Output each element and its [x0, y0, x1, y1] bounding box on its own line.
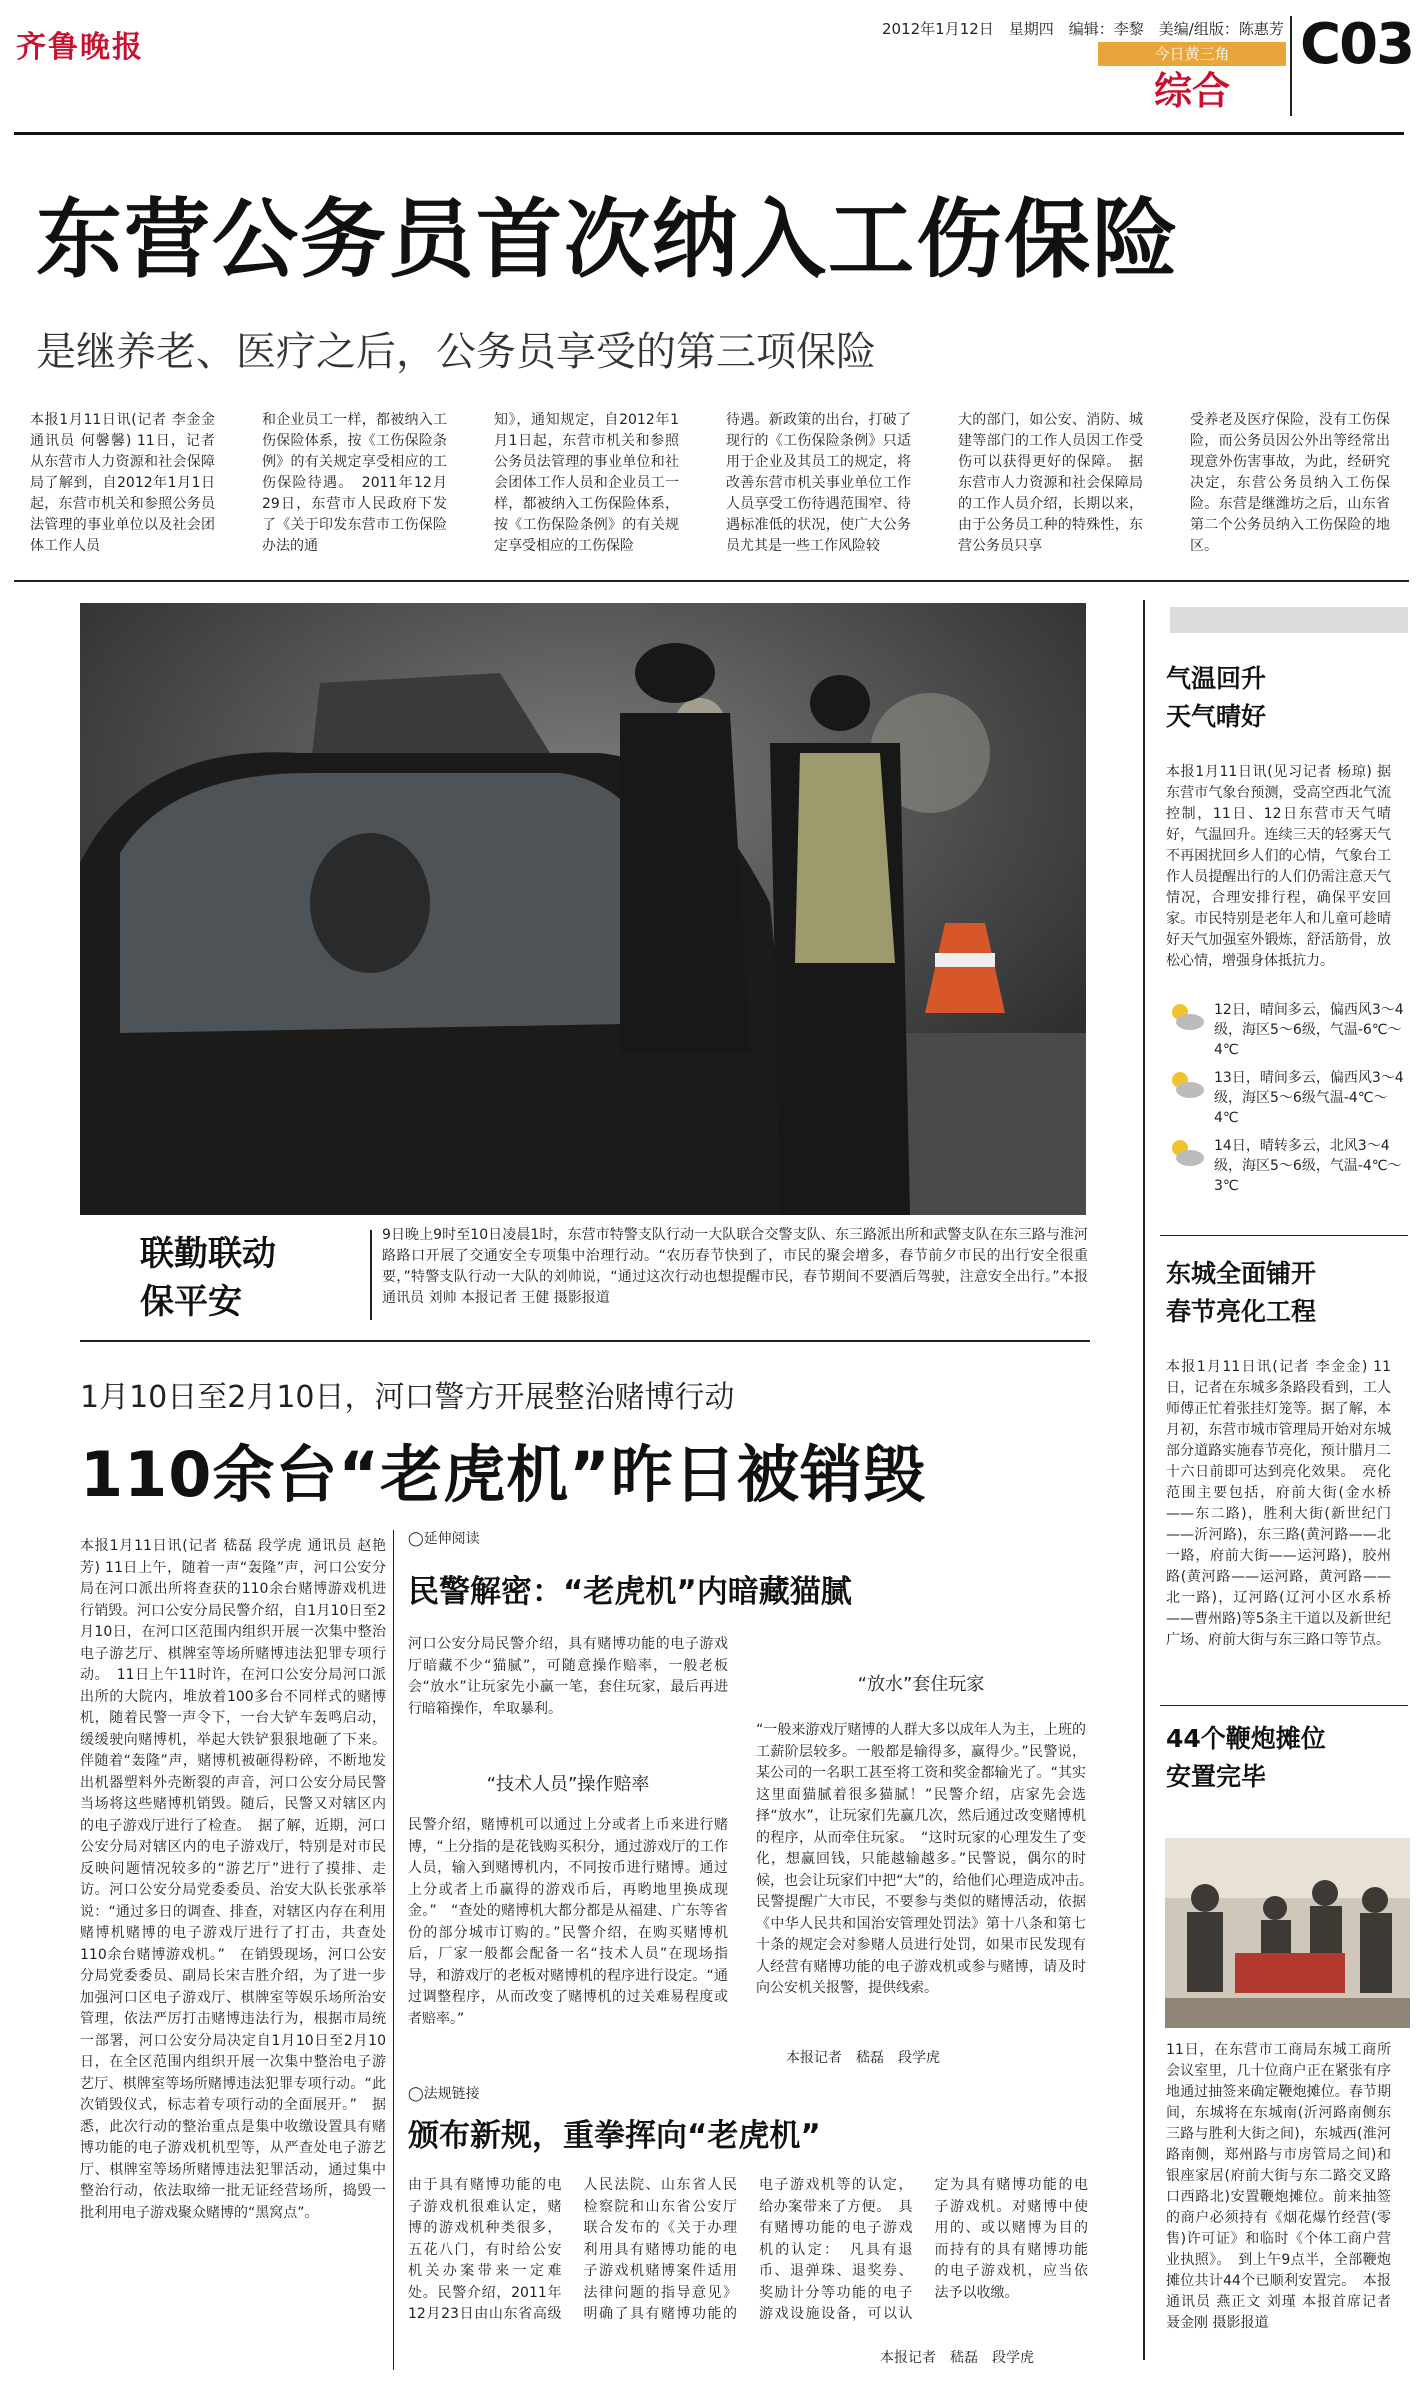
law-link-label: 法规链接 [423, 2086, 480, 2102]
byline-2: 本报记者 嵇磊 段学虎 [880, 2348, 1034, 2370]
photo-caption-title-line-1: 联勤联动 [140, 1234, 276, 1274]
lead-headline: 东营公务员首次纳入工伤保险 [36, 190, 1180, 290]
masthead-logo: 齐鲁晚报 [16, 30, 144, 65]
lead-column-4: 待遇。新政策的出台，打破了现行的《工伤保险条例》只适用于企业及其员工的规定，将改善东营市机关事业单位工作人员享受工伤待遇范围窄、待遇标准低的状况，使广大公务员尤其是一些工作风险较 [726, 412, 911, 554]
partly-cloudy-icon [1166, 1000, 1206, 1032]
minihead-release-water: “放水”套住玩家 [857, 1674, 985, 1695]
forecast-item [1166, 1000, 1406, 1060]
byline-1: 本报记者 嵇磊 段学虎 [786, 2050, 940, 2066]
lights-headline-line-1: 东城全面铺开 [1166, 1259, 1317, 1288]
extended-reading-label: 延伸阅读 [423, 1531, 480, 1547]
gambling-headline: 110余台“老虎机”昨日被销毁 [80, 1438, 926, 1511]
partly-cloudy-icon [1166, 1068, 1206, 1100]
forecast-item [1166, 1136, 1406, 1196]
weather-headline-line-1: 气温回升 [1166, 664, 1267, 693]
subhead-2: 颁布新规，重拳挥向“老虎机” [408, 2118, 821, 2154]
subhead-1-left-body: 民警介绍，赌博机可以通过上分或者上币来进行赌博，“上分指的是花钱购买积分，通过游戏厅的工作人员，输入到赌博机内，不同按币进行赌博。通过上分或者上币赢得的游戏币后，再哟地里换成现金。” “查处的赌博机大都分都是从福建、广东等省份的部分城市订购的。”民警介绍，在购买赌博机后，厂家一般都会配备一名“技术人员”在现场指导，和游戏厅的老板对赌博机的程序进行设定。“通过调整程序，从而改变了赌博机的过关难易程度或者赔率。” [408, 1817, 728, 2027]
subhead-2-text: 由于具有赌博功能的电子游戏机很难认定，赌博的游戏机种类很多，五花八门，有时给公安机关办案带来一定难处。民警介绍，2011年12月23日由山东省高级人民法院、山东省人民检察院和山东省公安厅联合发布的《关于办理利用具有赌博功能的电子游戏机赌博案件适用法律问题的指导意见》明确了具有赌博功能的电子游戏机等的认定，给办案带来了方便。 具有赌博功能的电子游戏机的认定： 凡具有退币、退弹珠、退奖券、奖励计分等功能的电子游戏设施设备，可以认定为具有赌博功能的电子游戏机。对赌博中使用的、或以赌博为目的而持有的具有赌博功能的电子游戏机，应当依法予以收缴。 [408, 2177, 1088, 2322]
weather-text: 本报1月11日讯(见习记者 杨琼) 据东营市气象台预测，受高空西北气流控制，11日、12日东营市天气晴好，气温回升。连续三天的轻雾天气不再困扰回乡人们的心情，气象台工作人员提醒出行的人们仍需注意天气情况，合理安排行程，确保平安回家。市民特别是老年人和儿童可趁晴好天气加强室外锻炼，舒活筋骨，放松心情，增强身体抵抗力。 [1166, 764, 1391, 969]
photo-caption-text: 9日晚上9时至10日凌晨1时，东营市特警支队行动一大队联合交警支队、东三路派出所和武警支队在东三路与淮河路路口开展了交通安全专项集中治理行动。“农历春节快到了，市民的聚会增多，春节前夕市民的出行安全很重要，”特警支队行动一大队的刘帅说，“通过这次行动也想提醒市民，春节期间不要酒后驾驶，注意安全出行。”本报通讯员 刘帅 本报记者 王健 摄影报道 [382, 1227, 1088, 1306]
subhead-1-right-body: “一般来游戏厅赌博的人群大多以成年人为主，上班的工薪阶层较多。一般都是输得多，赢得少。”民警说，某公司的一名职工甚至将工资和奖金都输光了。“其实这里面猫腻着很多猫腻！”民警介绍，店家先会选择“放水”，让玩家们先赢几次，然后通过改变赌博机的程序，从而牵住玩家。 “这时玩家的心理发生了变化，想赢回钱，只能越输越多。”民警说，偶尔的时候，也会让玩家们中把“大”的，给他们心理造成冲击。 民警提醒广大市民，不要参与类似的赌博活动，依据《中华人民共和国治安管理处罚法》第十八条和第七十条的规定会对参赌人员进行处罚，如果市民发现有人经营有赌博功能的电子游戏机或参与赌博，请及时向公安机关报警，提供线索。 [756, 1722, 1100, 1996]
header-rule [14, 132, 1404, 135]
forecast-list [1166, 1000, 1406, 1196]
lights-headline-line-2: 春节亮化工程 [1166, 1297, 1317, 1326]
photo-illustration [80, 603, 1086, 1215]
photo-caption-spacer [80, 1222, 120, 1312]
lights-text: 本报1月11日讯(记者 李金金) 11日，记者在东城多条路段看到，工人师傅正忙着张挂灯笼等。据了解，本月初，东营市城市管理局开始对东城部分道路实施春节亮化，预计腊月二十六日前即可达到亮化效果。 亮化范围主要包括，府前大街(金水桥——东二路)，胜利大街(新世纪门——沂河路)，东三路(黄河路——北一路，府前大街——运河路)，胶州路(黄河路——运河路，黄河路——北一路)，辽河路(辽河小区水系桥——曹州路)等5条主干道以及新世纪广场、府前大街与东三路口等节点。 [1166, 1359, 1391, 1648]
forecast-day-3: 14日，晴转多云，北风3～4级，海区5～6级，气温-4℃～3℃ [1214, 1138, 1402, 1194]
gambling-main-text: 本报1月11日讯(记者 嵇磊 段学虎 通讯员 赵艳芳) 11日上午，随着一声“轰隆”声，河口公安分局在河口派出所将查获的110余台赌博游戏机进行销毁。河口公安分局民警介绍，自1月10日至2月10日，在河口区范围内组织开展一次集中整治电子游艺厅、棋牌室等场所赌博违法犯罪专项行动。 11日上午11时许，在河口公安分局河口派出所的大院内，堆放着100多台不同样式的赌博机，随着民警一声令下，一台大铲车轰鸣启动，缓缓驶向赌博机，举起大铁铲狠狠地砸了下来。伴随着“轰隆”声，赌博机被砸得粉碎，不断地发出机器塑料外壳断裂的声音，河口公安分局民警当场将这些赌博机销毁。随后，民警又对辖区内的电子游戏厅进行了检查。 据了解，近期，河口公安分局对辖区内的电子游戏厅，特别是对市民反映问题情况较多的“游艺厅”进行了摸排、走访。河口公安分局党委委员、治安大队长张承举说：“通过多日的调查、排查，对辖区内存在利用赌博机赌博的电子游戏厅进行了打击，共查处110余台赌博游戏机。” 在销毁现场，河口公安分局党委委员、副局长宋吉胜介绍，为了进一步加强河口区电子游戏厅、棋牌室等娱乐场所治安管理，依法严厉打击赌博违法行为，根据市局统一部署，河口公安分局决定自1月10日至2月10日，在全区范围内组织开展一次集中整治电子游艺厅、棋牌室等场所赌博违法犯罪专项行动。“此次销毁仪式，标志着专项行动的全面展开。” 据悉，此次行动的整治重点是集中收缴设置具有赌博功能的电子游戏机机型等，从严查处电子游艺厅、棋牌室等场所赌博违法犯罪活动，通过集中整治行动，依法取缔一批无证经营场所，捣毁一批利用电子游戏聚众赌博的“黑窝点”。 [80, 1538, 386, 2221]
section-badge: 今日黄三角 [1098, 42, 1286, 66]
partly-cloudy-icon [1166, 1136, 1206, 1168]
sidebar-rule-2 [1160, 1705, 1408, 1706]
forecast-item [1166, 1068, 1406, 1128]
lead-bottom-rule [14, 580, 1409, 582]
law-link-tag [408, 2083, 480, 2103]
photo-caption-title-line-2: 保平安 [140, 1282, 242, 1322]
date-editor-line: 2012年1月12日 星期四 编辑：李黎 美编/组版：陈惠芳 [882, 20, 1284, 38]
news-photo-police-checkpoint [80, 603, 1086, 1215]
lights-headline [1166, 1255, 1316, 1331]
sidebar-divider [1143, 600, 1145, 2360]
lead-column-1: 本报1月11日讯(记者 李金金 通讯员 何馨馨) 11日，记者从东营市人力资源和社会保障局了解到，自2012年1月1日起，东营市机关和参照公务员法管理的事业单位以及社会团体工作人员 [30, 412, 215, 554]
firecracker-headline-line-2: 安置完毕 [1166, 1762, 1267, 1791]
caption-divider [370, 1230, 372, 1320]
weather-headline [1166, 660, 1266, 736]
photo-bottom-rule [80, 1340, 1090, 1342]
sidebar-top-bar [1170, 607, 1408, 633]
firecracker-text: 11日，在东营市工商局东城工商所会议室里，几十位商户正在紧张有序地通过抽签来确定鞭炮摊位。春节期间，东城将在东城南(沂河路南侧东三路与胜利大街之间)，东城西(淮河路南侧，郑州路与市房管局之间)和银座家居(府前大街与东二路交叉路口西路北)安置鞭炮摊位。前来抽签的商户必须持有《烟花爆竹经营(零售)许可证》和临时《个体工商户营业执照》。 到上午9点半，全部鞭炮摊位共计44个已顺利安置完。 本报通讯员 燕正文 刘瑾 本报首席记者 聂金刚 摄影报道 [1166, 2042, 1391, 2331]
lead-subheadline: 是继养老、医疗之后，公务员享受的第三项保险 [36, 329, 876, 375]
lead-column-6: 受养老及医疗保险，没有工伤保险，而公务员因公外出等经常出现意外伤害事故，为此，经研究决定，东营公务员纳入工伤保险。东营是继潍坊之后，山东省第二个公务员纳入工伤保险的地区。 [1190, 412, 1390, 554]
extended-reading-tag [408, 1528, 480, 1548]
section-title: 综合 [1153, 69, 1230, 113]
page-number: C03 [1300, 12, 1414, 77]
photo-illustration [1165, 1838, 1410, 2028]
subhead-1: 民警解密：“老虎机”内暗藏猫腻 [408, 1574, 852, 1610]
photo-caption-title [140, 1230, 276, 1326]
firecracker-lottery-photo [1165, 1838, 1410, 2028]
subhead-1-intro: 河口公安分局民警介绍，具有赌博功能的电子游戏厅暗藏不少“猫腻”，可随意操作赔率，一般老板会“放水”让玩家先小赢一笔，套住玩家，最后再进行暗箱操作，牟取暴利。 [408, 1636, 728, 1717]
minihead-technician: “技术人员”操作赔率 [486, 1774, 650, 1795]
lead-column-3: 知》，通知规定，自2012年1月1日起，东营市机关和参照公务员法管理的事业单位和社会团体工作人员和企业员工一样，都被纳入工伤保险体系，按《工伤保险条例》的有关规定享受相应的工伤保险 [494, 412, 679, 554]
gambling-kicker: 1月10日至2月10日，河口警方开展整治赌博行动 [80, 1380, 735, 1415]
lead-column-5: 大的部门，如公安、消防、城建等部门的工作人员因工作受伤可以获得更好的保障。 据东营市人力资源和社会保障局的工作人员介绍，长期以来，由于公务员工种的特殊性，东营公务员只享 [958, 412, 1143, 554]
lead-column-2: 和企业员工一样，都被纳入工伤保险体系，按《工伤保险条例》的有关规定享受相应的工伤保险待遇。 2011年12月29日，东营市人民政府下发了《关于印发东营市工伤保险办法的通 [262, 412, 447, 554]
weather-headline-line-2: 天气晴好 [1166, 702, 1267, 731]
circle-icon: ◯ [408, 1531, 424, 1547]
forecast-day-1: 12日，晴间多云，偏西风3～4级，海区5～6级，气温-6℃～4℃ [1214, 1002, 1404, 1058]
circle-icon: ◯ [408, 2086, 424, 2102]
firecracker-headline-line-1: 44个鞭炮摊位 [1166, 1724, 1326, 1753]
sidebar-rule-1 [1160, 1235, 1408, 1236]
firecracker-headline [1166, 1720, 1326, 1796]
column-divider [393, 1530, 394, 2370]
header-divider [1290, 16, 1292, 116]
forecast-day-2: 13日，晴间多云，偏西风3～4级，海区5～6级气温-4℃～4℃ [1214, 1070, 1404, 1126]
